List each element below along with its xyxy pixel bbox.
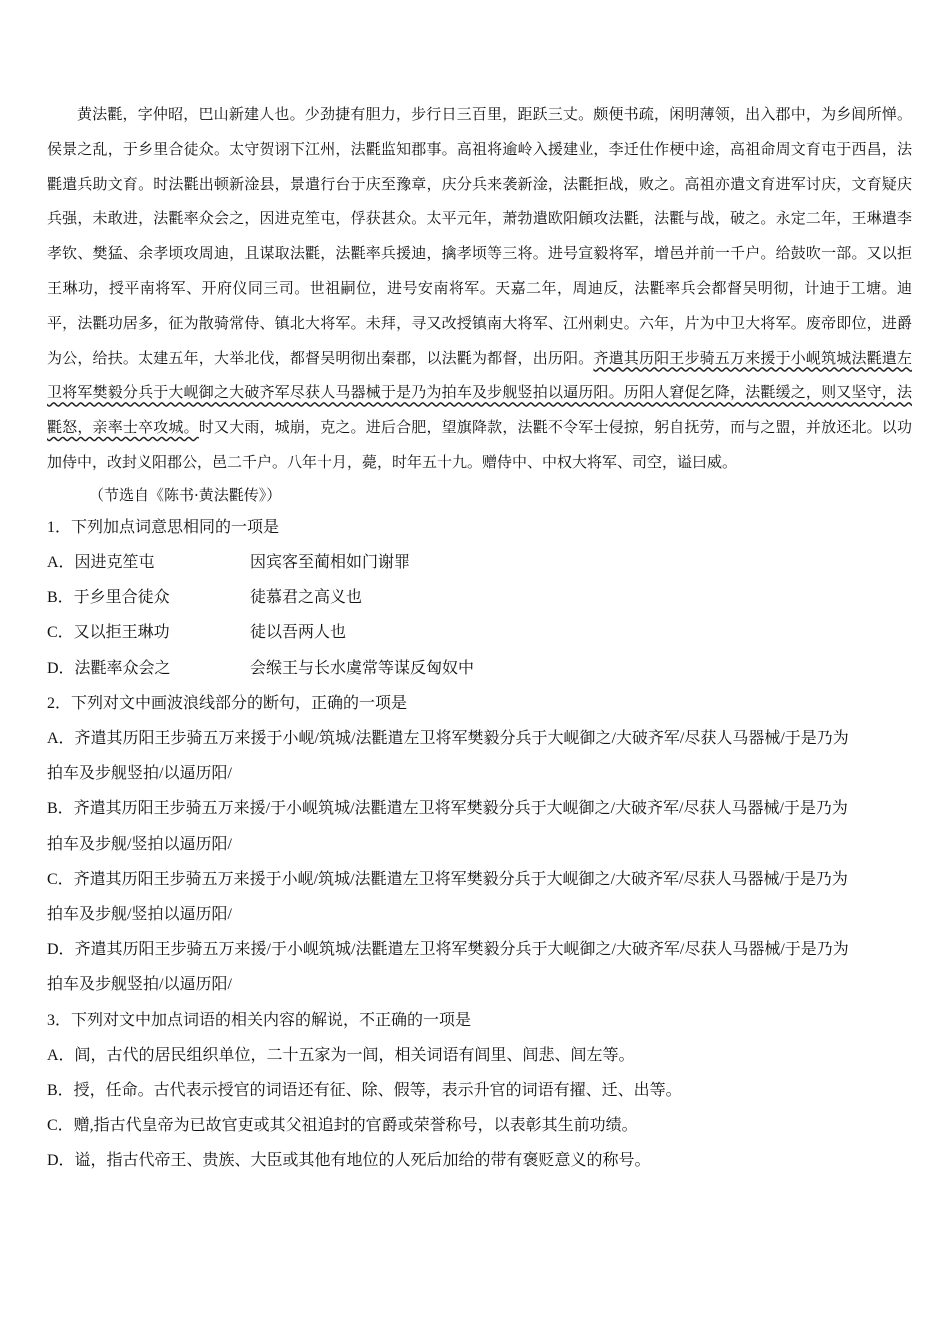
q1-option-c[interactable] xyxy=(47,615,912,650)
passage-part1: 黄法氍，字仲昭，巴山新建人也。少劲捷有胆力，步行日三百里，距跃三丈。颇便书疏，闲明薄领，出入郡中，为乡闾所惮。侯景之乱，于乡里合徒众。太守贺诩下江州，法氍监知郡事。高祖将逾岭入援建业，李迁仕作梗中途，高祖命周文育屯于西昌，法氍遣兵助文育。时法氍出顿新淦县，景遣行台于庆至豫章，庆分兵来袭新淦，法氍拒战，败之。高祖亦遣文育进军讨庆，文育疑庆兵强，未敢进，法氍率众会之，因进克笙屯，俘获甚众。太平元年，萧勃遣欧阳頠攻法氍，法氍与战，破之。永定二年，王琳遣李孝钦、樊猛、余孝顷攻周迪，且谋取法氍，法氍率兵援迪，擒孝顷等三将。进号宣毅将军，增邑并前一千户。给鼓吹一部。又以拒王琳功，授平南将军、开府仪同三司。世祖嗣位，进号安南将军。天嘉二年，周迪反，法氍率兵会都督吴明彻，计迪于工塘。迪平，法氍功居多，征为散骑常侍、镇北大将军。未拜，寻又改授镇南大将军、江州刺史。六年，片为中卫大将军。废帝即位，进爵为公，给扶。太建五年，大举北伐，都督吴明彻出秦郡，以法氍为都督，出历阳。 xyxy=(47,105,912,367)
q1-stem: 1．下列加点词意思相同的一项是 xyxy=(47,518,280,536)
q2-option-b-line1: B．齐遣其历阳王步骑五万来援/于小岘筑城/法氍遣左卫将军樊毅分兵于大岘御之/大破齐军/尽获人马器械/于是乃为 xyxy=(47,800,848,818)
q3-stem: 3．下列对文中加点词语的相关内容的解说，不正确的一项是 xyxy=(47,1011,472,1029)
q1-option-c-label: C．又以拒王琳功 xyxy=(47,624,170,642)
q2-option-a-line1: A．齐遣其历阳王步骑五万来援于小岘/筑城/法氍遣左卫将军樊毅分兵于大岘御之/大破齐军/尽获人马器械/于是乃为 xyxy=(47,729,849,747)
passage-part2: 时又大雨，城崩，克之。进后合肥，望旗降款，法氍不令军士侵掠，躬自抚劳，而与之盟，并放还北。以功加侍中，改封义阳郡公，邑二千户。八年十月，薨，时年五十九。赠侍中、中权大将军、司空，谥曰威。 xyxy=(47,418,912,471)
q2-option-b[interactable] xyxy=(47,791,912,861)
q1-option-b-pair: 徒慕君之高义也 xyxy=(250,589,363,607)
passage xyxy=(47,97,912,480)
q2-option-c-line1: C．齐遣其历阳王步骑五万来援于小岘/筑城/法氍遣左卫将军樊毅分兵于大岘御之/大破齐军/尽获人马器械/于是乃为 xyxy=(47,870,848,888)
q2-option-a[interactable] xyxy=(47,721,912,791)
q1-option-a[interactable] xyxy=(47,545,912,580)
q2-option-d-line1: D．齐遣其历阳王步骑五万来援/于小岘筑城/法氍遣左卫将军樊毅分兵于大岘御之/大破齐军/尽获人马器械/于是乃为 xyxy=(47,941,849,959)
q3-option-a[interactable]: A．闾，古代的居民组织单位，二十五家为一闾，相关词语有闾里、闾悲、闾左等。 xyxy=(47,1046,635,1064)
q3-option-c[interactable]: C．赠,指古代皇帝为已故官吏或其父祖追封的官爵或荣誉称号，以表彰其生前功绩。 xyxy=(47,1117,638,1135)
q1-option-b-label: B．于乡里合徒众 xyxy=(47,589,170,607)
q1-option-c-pair: 徒以吾两人也 xyxy=(250,624,347,642)
q2-option-b-line2: 拍车及步舰/竖拍以逼历阳/ xyxy=(47,835,232,853)
q1-option-d-label: D．法氍率众会之 xyxy=(47,659,171,677)
q1-option-b[interactable] xyxy=(47,580,912,615)
q2-option-a-line2: 拍车及步舰竖拍/以逼历阳/ xyxy=(47,765,232,783)
q2-option-c[interactable] xyxy=(47,862,912,932)
q2-option-d[interactable] xyxy=(47,932,912,1002)
passage-source: （节选自《陈书·黄法氍传》） xyxy=(89,485,282,504)
q1-option-d-pair: 会缑王与长水虞常等谋反匈奴中 xyxy=(250,659,475,677)
q3-option-b[interactable]: B．授，任命。古代表示授官的词语还有征、除、假等，表示升官的词语有擢、迁、出等。 xyxy=(47,1082,682,1100)
q3-option-d[interactable]: D．谥，指古代帝王、贵族、大臣或其他有地位的人死后加给的带有褒贬意义的称号。 xyxy=(47,1152,651,1170)
q1-option-d[interactable] xyxy=(47,651,912,686)
q2-option-d-line2: 拍车及步舰竖拍/以逼历阳/ xyxy=(47,976,232,994)
q1-option-a-pair: 因宾客至蔺相如门谢罪 xyxy=(250,553,411,571)
q1-option-a-label: A．因进克笙屯 xyxy=(47,553,155,571)
q2-option-c-line2: 拍车及步舰/竖拍以逼历阳/ xyxy=(47,906,232,923)
passage-wavy-underlined: 齐遣其历阳王步骑五万来援于小岘筑城法氍遣左卫将军樊毅分兵于大岘御之大破齐军尽获人马器械于是乃为拍车及步舰竖拍以逼历阳。历阳人窘促乞降，法氍缓之，则又坚守，法氍怒，亲率士卒攻城。 xyxy=(47,348,912,437)
q2-stem: 2．下列对文中画波浪线部分的断句，正确的一项是 xyxy=(47,694,408,712)
